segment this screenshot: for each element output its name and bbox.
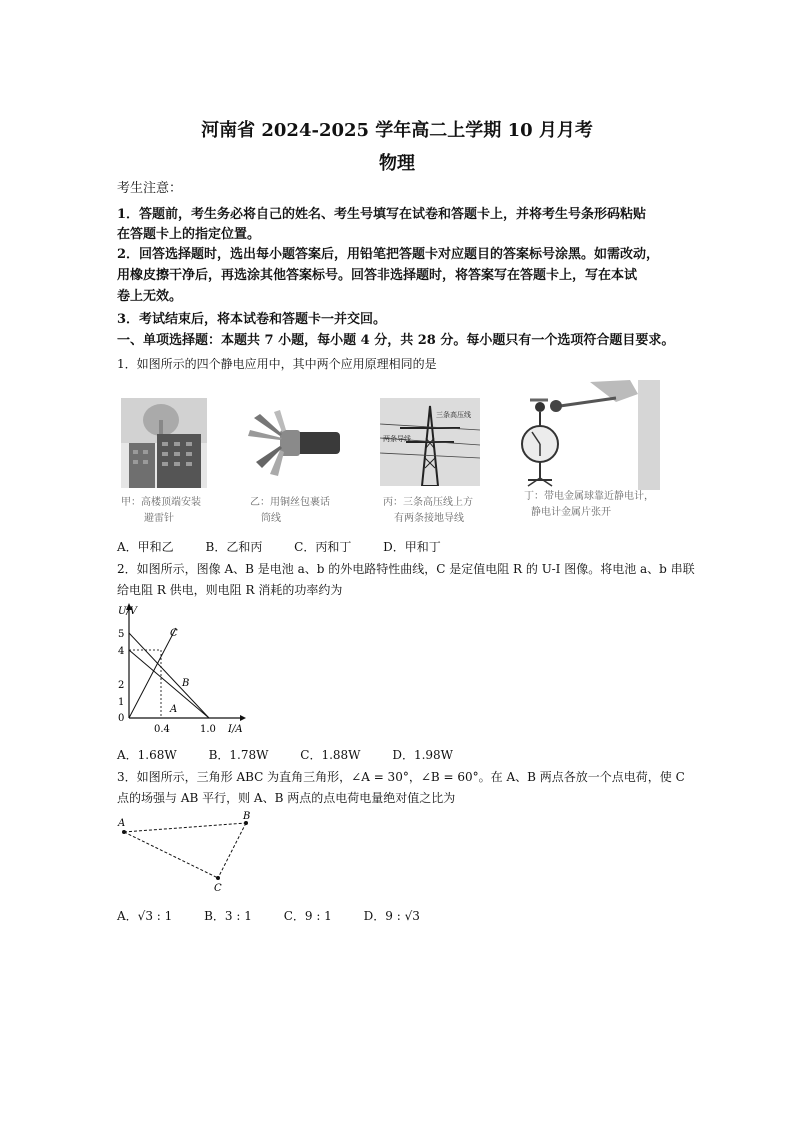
notice-line-4: 用橡皮擦干净后，再选涂其他答案标号。回答非选择题时，将答案写在答题卡上，写在本试 <box>117 268 638 283</box>
graph-origin: 0 <box>118 713 125 724</box>
graph-line-c-label: C <box>170 628 178 639</box>
notice-heading: 考生注意： <box>117 181 183 196</box>
q3-option-d[interactable]: D．9 : √3 <box>363 909 420 923</box>
photo-cable <box>244 410 344 480</box>
notice-line-3: 2．回答选择题时，选出每小题答案后，用铅笔把答题卡对应题目的答案标号涂黑。如需改动， <box>117 247 660 262</box>
caption-ding-1: 丁：带电金属球靠近静电计， <box>524 491 654 502</box>
q2-option-a[interactable]: A．1.68W <box>117 748 177 762</box>
caption-jia-2: 避雷针 <box>144 513 174 524</box>
graph-y-tick-4: 4 <box>118 646 125 657</box>
q3-stem-2: 点的场强与 AB 平行，则 A、B 两点的点电荷电量绝对值之比为 <box>117 791 456 805</box>
triangle-diagram <box>112 806 262 896</box>
point-c-label: C <box>214 883 222 894</box>
q1-option-b[interactable]: B．乙和丙 <box>205 540 263 554</box>
graph-line-b-label: B <box>182 678 190 689</box>
caption-yi-2: 筒线 <box>261 513 281 524</box>
tower-label-top: 三条高压线 <box>436 411 471 419</box>
caption-jia-1: 甲：高楼顶端安装 <box>121 497 201 508</box>
ui-graph <box>112 600 252 740</box>
q2-option-c[interactable]: C．1.88W <box>300 748 361 762</box>
q3-stem-1: 3．如图所示，三角形 ABC 为直角三角形，∠A = 30°，∠B = 60°。在 A、B 两点各放一个点电荷，使 C <box>117 770 685 784</box>
q3-option-c[interactable]: C．9 : 1 <box>283 909 332 923</box>
q3-options <box>117 907 448 924</box>
tower-label-side: 两条导线 <box>383 435 411 443</box>
q2-stem-1: 2．如图所示，图像 A、B 是电池 a、b 的外电路特性曲线，C 是定值电阻 R 的 U-I 图像。将电池 a、b 串联 <box>117 562 695 576</box>
graph-x-tick-10: 1.0 <box>200 724 216 735</box>
graph-y-axis-label: U/V <box>118 606 138 617</box>
graph-x-tick-04: 0.4 <box>154 724 170 735</box>
q1-stem: 1．如图所示的四个静电应用中，其中两个应用原理相同的是 <box>117 357 437 371</box>
notice-line-6: 3．考试结束后，将本试卷和答题卡一并交回。 <box>117 312 387 327</box>
point-b-label: B <box>243 811 251 822</box>
q1-options <box>117 538 469 555</box>
q2-options <box>117 746 481 763</box>
q2-option-b[interactable]: B．1.78W <box>208 748 269 762</box>
q2-option-d[interactable]: D．1.98W <box>392 748 454 762</box>
photo-electroscope <box>520 380 660 490</box>
caption-bing-1: 丙：三条高压线上方 <box>383 497 473 508</box>
q1-option-a[interactable]: A．甲和乙 <box>117 540 174 554</box>
caption-yi-1: 乙：用铜丝包裹话 <box>250 497 330 508</box>
graph-y-tick-2: 2 <box>118 680 125 691</box>
graph-line-a-label: A <box>170 704 178 715</box>
photo-building <box>121 398 207 488</box>
graph-x-axis-label: I/A <box>228 724 243 735</box>
section-heading: 一、单项选择题：本题共 7 小题，每小题 4 分，共 28 分。每小题只有一个选项符合题目要求。 <box>117 333 675 348</box>
q3-option-a[interactable]: A．√3 : 1 <box>117 909 173 923</box>
notice-line-2: 在答题卡上的指定位置。 <box>117 227 261 242</box>
notice-line-1: 1．答题前，考生务必将自己的姓名、考生号填写在试卷和答题卡上，并将考生号条形码粘贴 <box>117 207 647 222</box>
graph-y-tick-5: 5 <box>118 629 125 640</box>
page-title: 河南省 2024-2025 学年高二上学期 10 月月考 <box>201 120 593 141</box>
caption-ding-2: 静电计金属片张开 <box>531 507 611 518</box>
q1-option-c[interactable]: C．丙和丁 <box>294 540 352 554</box>
graph-y-tick-1: 1 <box>118 697 125 708</box>
q2-stem-2: 给电阻 R 供电，则电阻 R 消耗的功率约为 <box>117 583 343 597</box>
subject-title: 物理 <box>379 153 415 174</box>
caption-bing-2: 有两条接地导线 <box>394 513 464 524</box>
q1-option-d[interactable]: D．甲和丁 <box>383 540 441 554</box>
point-a-label: A <box>118 818 126 829</box>
q3-option-b[interactable]: B．3 : 1 <box>204 909 252 923</box>
photo-tower <box>380 398 480 486</box>
notice-line-5: 卷上无效。 <box>117 289 183 304</box>
